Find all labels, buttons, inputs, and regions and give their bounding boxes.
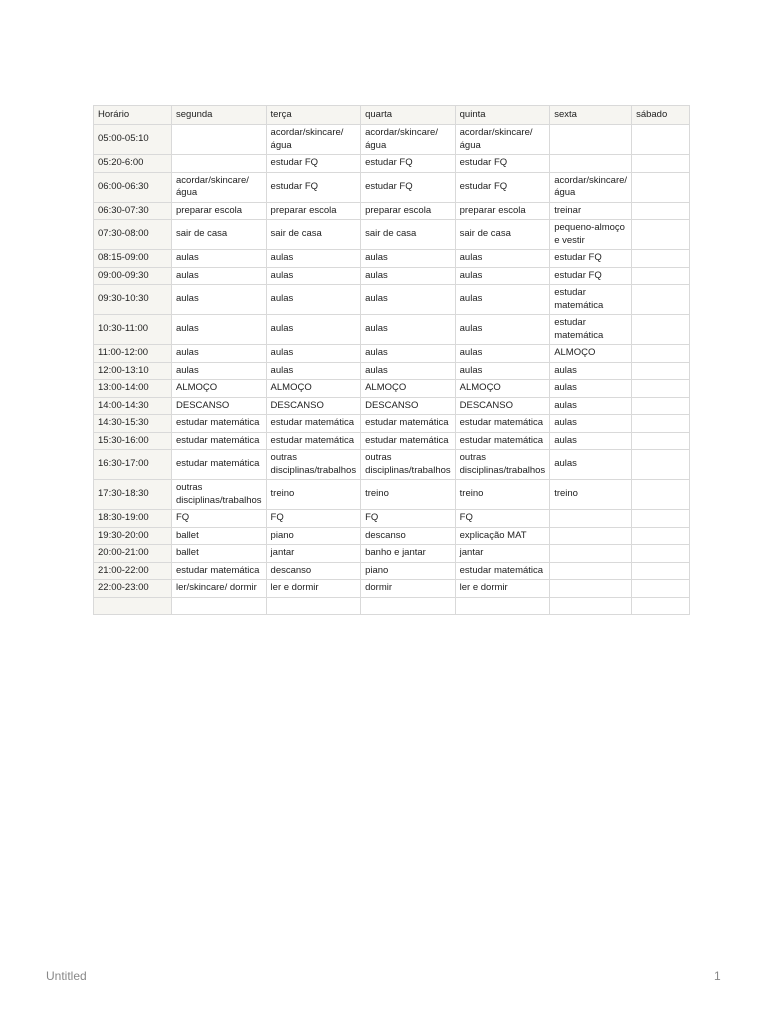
time-cell: 07:30-08:00 bbox=[94, 220, 172, 250]
activity-cell: sair de casa bbox=[172, 220, 267, 250]
table-row bbox=[94, 562, 690, 580]
activity-cell bbox=[632, 202, 690, 220]
activity-cell bbox=[550, 545, 632, 563]
activity-cell bbox=[172, 155, 267, 173]
activity-cell: aulas bbox=[172, 345, 267, 363]
activity-cell: descanso bbox=[361, 527, 456, 545]
column-header-sabado: sábado bbox=[632, 106, 690, 125]
time-cell: 09:00-09:30 bbox=[94, 267, 172, 285]
column-header-terca: terça bbox=[266, 106, 361, 125]
activity-cell: preparar escola bbox=[172, 202, 267, 220]
activity-cell bbox=[550, 527, 632, 545]
activity-cell: estudar matemática bbox=[172, 415, 267, 433]
table-row bbox=[94, 580, 690, 598]
activity-cell: FQ bbox=[172, 510, 267, 528]
activity-cell: aulas bbox=[455, 345, 550, 363]
activity-cell: ALMOÇO bbox=[361, 380, 456, 398]
activity-cell bbox=[550, 125, 632, 155]
document-title: Untitled bbox=[46, 969, 87, 983]
time-cell: 13:00-14:00 bbox=[94, 380, 172, 398]
activity-cell: estudar FQ bbox=[361, 172, 456, 202]
table-row bbox=[94, 285, 690, 315]
activity-cell: ALMOÇO bbox=[172, 380, 267, 398]
activity-cell: FQ bbox=[266, 510, 361, 528]
time-cell: 15:30-16:00 bbox=[94, 432, 172, 450]
activity-cell: treino bbox=[361, 480, 456, 510]
activity-cell: aulas bbox=[455, 362, 550, 380]
time-cell: 10:30-11:00 bbox=[94, 315, 172, 345]
activity-cell: estudar FQ bbox=[455, 155, 550, 173]
table-row bbox=[94, 220, 690, 250]
time-cell: 19:30-20:00 bbox=[94, 527, 172, 545]
activity-cell bbox=[632, 267, 690, 285]
activity-cell: aulas bbox=[361, 345, 456, 363]
activity-cell: aulas bbox=[266, 315, 361, 345]
activity-cell: aulas bbox=[361, 267, 456, 285]
activity-cell: estudar matemática bbox=[550, 315, 632, 345]
header-row bbox=[94, 106, 690, 125]
activity-cell: aulas bbox=[455, 315, 550, 345]
activity-cell: estudar matemática bbox=[361, 415, 456, 433]
activity-cell bbox=[632, 450, 690, 480]
activity-cell bbox=[550, 580, 632, 598]
activity-cell bbox=[632, 580, 690, 598]
activity-cell bbox=[550, 597, 632, 614]
activity-cell: ler/skincare/ dormir bbox=[172, 580, 267, 598]
time-cell: 11:00-12:00 bbox=[94, 345, 172, 363]
activity-cell: aulas bbox=[550, 415, 632, 433]
activity-cell bbox=[632, 250, 690, 268]
activity-cell: treino bbox=[550, 480, 632, 510]
time-cell: 05:00-05:10 bbox=[94, 125, 172, 155]
activity-cell: sair de casa bbox=[266, 220, 361, 250]
activity-cell bbox=[632, 562, 690, 580]
activity-cell: aulas bbox=[361, 315, 456, 345]
table-row bbox=[94, 202, 690, 220]
activity-cell: estudar matemática bbox=[550, 285, 632, 315]
activity-cell: ballet bbox=[172, 545, 267, 563]
activity-cell bbox=[632, 480, 690, 510]
activity-cell: outras disciplinas/trabalhos bbox=[266, 450, 361, 480]
activity-cell: aulas bbox=[266, 250, 361, 268]
activity-cell bbox=[632, 220, 690, 250]
time-cell: 14:00-14:30 bbox=[94, 397, 172, 415]
activity-cell: DESCANSO bbox=[455, 397, 550, 415]
activity-cell bbox=[172, 125, 267, 155]
activity-cell: aulas bbox=[266, 285, 361, 315]
page-number: 1 bbox=[714, 969, 721, 983]
activity-cell: ler e dormir bbox=[455, 580, 550, 598]
table-row bbox=[94, 155, 690, 173]
activity-cell: aulas bbox=[361, 285, 456, 315]
activity-cell: aulas bbox=[266, 267, 361, 285]
activity-cell: treino bbox=[455, 480, 550, 510]
activity-cell: aulas bbox=[550, 362, 632, 380]
activity-cell: treinar bbox=[550, 202, 632, 220]
activity-cell: ballet bbox=[172, 527, 267, 545]
time-cell: 17:30-18:30 bbox=[94, 480, 172, 510]
activity-cell: aulas bbox=[266, 345, 361, 363]
activity-cell: FQ bbox=[455, 510, 550, 528]
table-row bbox=[94, 450, 690, 480]
activity-cell: estudar FQ bbox=[550, 250, 632, 268]
activity-cell: jantar bbox=[266, 545, 361, 563]
activity-cell: treino bbox=[266, 480, 361, 510]
activity-cell: estudar matemática bbox=[172, 432, 267, 450]
column-header-sexta: sexta bbox=[550, 106, 632, 125]
activity-cell: aulas bbox=[172, 285, 267, 315]
schedule-table bbox=[93, 105, 690, 615]
time-cell: 12:00-13:10 bbox=[94, 362, 172, 380]
activity-cell: piano bbox=[361, 562, 456, 580]
time-cell: 21:00-22:00 bbox=[94, 562, 172, 580]
activity-cell: ALMOÇO bbox=[455, 380, 550, 398]
time-cell: 05:20-6:00 bbox=[94, 155, 172, 173]
time-cell bbox=[94, 597, 172, 614]
activity-cell: estudar FQ bbox=[266, 155, 361, 173]
time-cell: 08:15-09:00 bbox=[94, 250, 172, 268]
activity-cell bbox=[632, 285, 690, 315]
column-header-time: Horário bbox=[94, 106, 172, 125]
activity-cell bbox=[632, 345, 690, 363]
activity-cell: acordar/skincare/ água bbox=[172, 172, 267, 202]
activity-cell: estudar FQ bbox=[455, 172, 550, 202]
activity-cell bbox=[550, 510, 632, 528]
table-row bbox=[94, 362, 690, 380]
activity-cell: aulas bbox=[455, 267, 550, 285]
activity-cell: aulas bbox=[361, 362, 456, 380]
activity-cell: ALMOÇO bbox=[550, 345, 632, 363]
activity-cell: outras disciplinas/trabalhos bbox=[172, 480, 267, 510]
activity-cell bbox=[632, 432, 690, 450]
time-cell: 22:00-23:00 bbox=[94, 580, 172, 598]
activity-cell bbox=[632, 172, 690, 202]
activity-cell: estudar matemática bbox=[266, 432, 361, 450]
activity-cell: estudar matemática bbox=[455, 562, 550, 580]
activity-cell: preparar escola bbox=[266, 202, 361, 220]
activity-cell: descanso bbox=[266, 562, 361, 580]
activity-cell: preparar escola bbox=[455, 202, 550, 220]
activity-cell bbox=[632, 155, 690, 173]
activity-cell: acordar/skincare/ água bbox=[361, 125, 456, 155]
column-header-segunda: segunda bbox=[172, 106, 267, 125]
activity-cell bbox=[632, 415, 690, 433]
activity-cell: aulas bbox=[172, 267, 267, 285]
activity-cell bbox=[550, 562, 632, 580]
activity-cell bbox=[632, 362, 690, 380]
activity-cell: aulas bbox=[550, 397, 632, 415]
activity-cell: aulas bbox=[172, 250, 267, 268]
activity-cell: aulas bbox=[266, 362, 361, 380]
activity-cell: estudar matemática bbox=[266, 415, 361, 433]
activity-cell: sair de casa bbox=[455, 220, 550, 250]
activity-cell: outras disciplinas/trabalhos bbox=[361, 450, 456, 480]
column-header-quarta: quarta bbox=[361, 106, 456, 125]
activity-cell: aulas bbox=[172, 362, 267, 380]
activity-cell: estudar FQ bbox=[550, 267, 632, 285]
activity-cell: aulas bbox=[550, 432, 632, 450]
table-body bbox=[94, 125, 690, 615]
time-cell: 20:00-21:00 bbox=[94, 545, 172, 563]
activity-cell: acordar/skincare/ água bbox=[550, 172, 632, 202]
activity-cell: estudar matemática bbox=[172, 450, 267, 480]
activity-cell bbox=[172, 597, 267, 614]
table-row bbox=[94, 527, 690, 545]
activity-cell bbox=[632, 380, 690, 398]
activity-cell: aulas bbox=[361, 250, 456, 268]
activity-cell: estudar matemática bbox=[172, 562, 267, 580]
activity-cell: estudar FQ bbox=[361, 155, 456, 173]
activity-cell: ALMOÇO bbox=[266, 380, 361, 398]
activity-cell: estudar matemática bbox=[455, 432, 550, 450]
activity-cell: estudar FQ bbox=[266, 172, 361, 202]
table-row bbox=[94, 545, 690, 563]
activity-cell bbox=[550, 155, 632, 173]
activity-cell: DESCANSO bbox=[172, 397, 267, 415]
time-cell: 09:30-10:30 bbox=[94, 285, 172, 315]
activity-cell: banho e jantar bbox=[361, 545, 456, 563]
time-cell: 06:00-06:30 bbox=[94, 172, 172, 202]
activity-cell bbox=[361, 597, 456, 614]
activity-cell: dormir bbox=[361, 580, 456, 598]
activity-cell: aulas bbox=[550, 380, 632, 398]
table-row bbox=[94, 250, 690, 268]
activity-cell: estudar matemática bbox=[361, 432, 456, 450]
table-row bbox=[94, 415, 690, 433]
activity-cell: piano bbox=[266, 527, 361, 545]
activity-cell: aulas bbox=[455, 250, 550, 268]
table-row bbox=[94, 480, 690, 510]
activity-cell: aulas bbox=[455, 285, 550, 315]
activity-cell: ler e dormir bbox=[266, 580, 361, 598]
activity-cell bbox=[266, 597, 361, 614]
activity-cell: aulas bbox=[550, 450, 632, 480]
activity-cell bbox=[455, 597, 550, 614]
activity-cell bbox=[632, 315, 690, 345]
activity-cell: acordar/skincare/ água bbox=[455, 125, 550, 155]
activity-cell bbox=[632, 527, 690, 545]
activity-cell: pequeno-almoço e vestir bbox=[550, 220, 632, 250]
activity-cell: preparar escola bbox=[361, 202, 456, 220]
activity-cell: DESCANSO bbox=[266, 397, 361, 415]
activity-cell: FQ bbox=[361, 510, 456, 528]
activity-cell: DESCANSO bbox=[361, 397, 456, 415]
time-cell: 06:30-07:30 bbox=[94, 202, 172, 220]
table-row bbox=[94, 397, 690, 415]
table-row bbox=[94, 172, 690, 202]
activity-cell bbox=[632, 125, 690, 155]
activity-cell: jantar bbox=[455, 545, 550, 563]
activity-cell: acordar/skincare/ água bbox=[266, 125, 361, 155]
activity-cell: outras disciplinas/trabalhos bbox=[455, 450, 550, 480]
activity-cell bbox=[632, 397, 690, 415]
activity-cell bbox=[632, 597, 690, 614]
table-row bbox=[94, 267, 690, 285]
activity-cell: sair de casa bbox=[361, 220, 456, 250]
activity-cell: aulas bbox=[172, 315, 267, 345]
table-row bbox=[94, 510, 690, 528]
table-row bbox=[94, 597, 690, 614]
time-cell: 14:30-15:30 bbox=[94, 415, 172, 433]
time-cell: 16:30-17:00 bbox=[94, 450, 172, 480]
activity-cell: explicação MAT bbox=[455, 527, 550, 545]
table-row bbox=[94, 345, 690, 363]
time-cell: 18:30-19:00 bbox=[94, 510, 172, 528]
activity-cell bbox=[632, 545, 690, 563]
table-row bbox=[94, 432, 690, 450]
table-row bbox=[94, 380, 690, 398]
activity-cell: estudar matemática bbox=[455, 415, 550, 433]
table-row bbox=[94, 125, 690, 155]
table-row bbox=[94, 315, 690, 345]
column-header-quinta: quinta bbox=[455, 106, 550, 125]
activity-cell bbox=[632, 510, 690, 528]
